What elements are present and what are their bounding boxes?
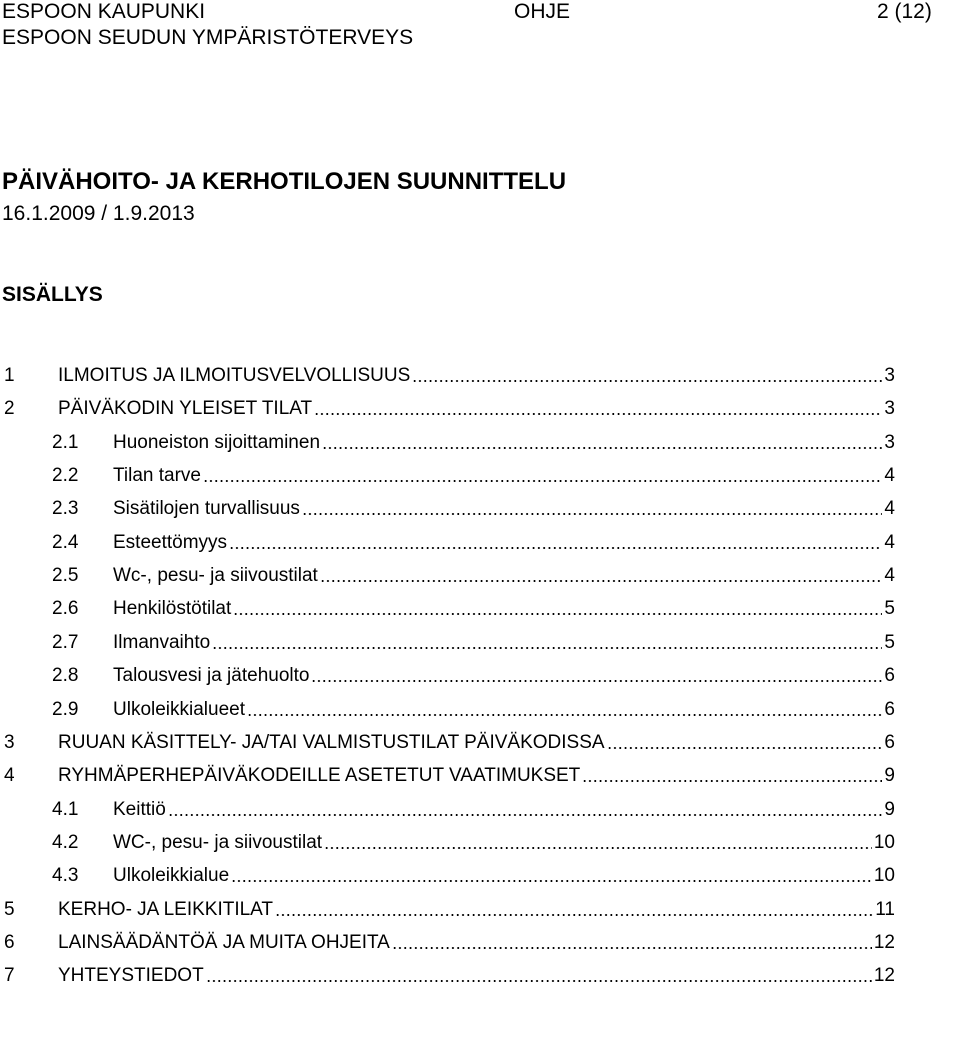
- toc-entry-title: WC-, pesu- ja siivoustilat: [113, 831, 323, 853]
- toc-entry-number: 2.5: [52, 565, 79, 587]
- toc-entry-page: 9: [884, 798, 895, 820]
- toc-entry-page: 10: [873, 831, 895, 853]
- toc-entry-page: 4: [884, 565, 895, 587]
- toc-dot-leader: [314, 412, 882, 416]
- toc-entry[interactable]: [4, 398, 895, 420]
- toc-entry[interactable]: [52, 632, 895, 654]
- toc-entry-title: Wc-, pesu- ja siivoustilat: [113, 565, 318, 587]
- toc-entry[interactable]: [4, 732, 895, 754]
- toc-entry-title: Huoneiston sijoittaminen: [113, 431, 321, 453]
- header-org: ESPOON KAUPUNKI: [2, 0, 206, 23]
- toc-dot-leader: [229, 546, 882, 550]
- toc-entry-title: Henkilöstötilat: [113, 598, 232, 620]
- toc-entry-title: Talousvesi ja jätehuolto: [113, 665, 310, 687]
- toc-entry-title: Ulkoleikkialue: [113, 865, 230, 887]
- toc-entry-title: LAINSÄÄDÄNTÖÄ JA MUITA OHJEITA: [58, 931, 390, 953]
- toc-entry-title: Ulkoleikkialueet: [113, 698, 246, 720]
- toc-entry[interactable]: [4, 932, 895, 954]
- toc-entry-number: 2.1: [52, 431, 79, 453]
- toc-entry[interactable]: [52, 598, 895, 620]
- toc-dot-leader: [322, 446, 882, 450]
- toc-entry[interactable]: [4, 965, 895, 987]
- toc-dot-leader: [302, 512, 883, 516]
- toc-entry-number: 4.3: [52, 865, 79, 887]
- toc-entry-number: 2.4: [52, 531, 79, 553]
- toc-entry-page: 10: [873, 865, 895, 887]
- toc-dot-leader: [212, 646, 882, 650]
- toc-dot-leader: [311, 679, 882, 683]
- toc-dot-leader: [275, 913, 873, 917]
- toc-dot-leader: [247, 713, 882, 717]
- toc-entry-title: ILMOITUS JA ILMOITUSVELVOLLISUUS: [58, 365, 411, 386]
- toc-entry[interactable]: [52, 465, 895, 487]
- toc-entry-page: 3: [884, 398, 895, 420]
- toc-entry[interactable]: [4, 765, 895, 787]
- toc-entry-number: 2.8: [52, 665, 79, 687]
- toc-entry-page: 9: [884, 765, 895, 787]
- toc-entry-title: Keittiö: [113, 798, 166, 820]
- toc-dot-leader: [392, 946, 872, 950]
- toc-entry-title: Sisätilojen turvallisuus: [113, 498, 300, 520]
- toc-entry[interactable]: [52, 832, 895, 854]
- toc-entry-page: 3: [884, 431, 895, 453]
- toc-entry[interactable]: [52, 865, 895, 887]
- toc-entry-page: 6: [884, 665, 895, 687]
- toc-entry[interactable]: [4, 899, 895, 921]
- toc-entry[interactable]: [52, 532, 895, 554]
- toc-heading: SISÄLLYS: [2, 283, 103, 306]
- toc-entry-number: 1: [4, 365, 15, 386]
- toc-entry[interactable]: [52, 799, 895, 821]
- toc-entry-number: 3: [4, 731, 15, 753]
- toc-entry-page: 5: [884, 598, 895, 620]
- document-title: PÄIVÄHOITO- JA KERHOTILOJEN SUUNNITTELU: [2, 168, 567, 195]
- toc-entry[interactable]: [52, 699, 895, 721]
- toc-entry-page: 3: [884, 365, 895, 386]
- toc-entry-page: 4: [884, 498, 895, 520]
- toc-entry-number: 4.2: [52, 831, 79, 853]
- toc-entry[interactable]: [52, 565, 895, 587]
- toc-dot-leader: [412, 379, 882, 383]
- toc-dot-leader: [233, 612, 882, 616]
- header-doc-type: OHJE: [514, 0, 571, 23]
- toc-entry-number: 2.7: [52, 631, 79, 653]
- toc-entry-title: Ilmanvaihto: [113, 631, 211, 653]
- toc-entry[interactable]: [52, 665, 895, 687]
- toc-dot-leader: [231, 879, 872, 883]
- toc-entry[interactable]: [4, 365, 895, 387]
- toc-entry-number: 6: [4, 931, 15, 953]
- toc-entry-page: 4: [884, 531, 895, 553]
- toc-entry-title: RYHMÄPERHEPÄIVÄKODEILLE ASETETUT VAATIMUKSET: [58, 765, 581, 787]
- toc-entry-page: 5: [884, 631, 895, 653]
- toc-entry-title: Tilan tarve: [113, 465, 201, 487]
- toc-entry[interactable]: [52, 432, 895, 454]
- toc-dot-leader: [320, 579, 883, 583]
- toc-entry-page: 11: [875, 898, 895, 920]
- toc-entry-number: 7: [4, 965, 15, 987]
- toc-entry-number: 4: [4, 765, 15, 787]
- document-dates: 16.1.2009 / 1.9.2013: [2, 202, 195, 225]
- toc-entry[interactable]: [52, 498, 895, 520]
- toc-entry-title: PÄIVÄKODIN YLEISET TILAT: [58, 398, 313, 420]
- toc-entry-number: 4.1: [52, 798, 79, 820]
- toc-entry-page: 6: [884, 731, 895, 753]
- header-page-number: 2 (12): [877, 0, 932, 23]
- toc-entry-number: 2: [4, 398, 15, 420]
- toc-entry-number: 2.9: [52, 698, 79, 720]
- toc-dot-leader: [582, 779, 882, 783]
- toc-entry-title: RUUAN KÄSITTELY- JA/TAI VALMISTUSTILAT PÄIVÄKODISSA: [58, 731, 605, 753]
- toc-entry-number: 5: [4, 898, 15, 920]
- toc-dot-leader: [206, 979, 872, 983]
- toc-dot-leader: [324, 846, 872, 850]
- toc-entry-number: 2.6: [52, 598, 79, 620]
- toc-entry-number: 2.3: [52, 498, 79, 520]
- toc-entry-title: KERHO- JA LEIKKITILAT: [58, 898, 274, 920]
- toc-entry-number: 2.2: [52, 465, 79, 487]
- toc-dot-leader: [168, 813, 883, 817]
- toc-entry-title: Esteettömyys: [113, 531, 228, 553]
- toc-entry-page: 12: [873, 931, 895, 953]
- toc-entry-title: YHTEYSTIEDOT: [58, 965, 204, 987]
- toc-dot-leader: [607, 746, 883, 750]
- toc-dot-leader: [203, 479, 882, 483]
- toc-entry-page: 12: [873, 965, 895, 987]
- toc-entry-page: 4: [884, 465, 895, 487]
- toc-entry-page: 6: [884, 698, 895, 720]
- header-dept: ESPOON SEUDUN YMPÄRISTÖTERVEYS: [2, 26, 414, 49]
